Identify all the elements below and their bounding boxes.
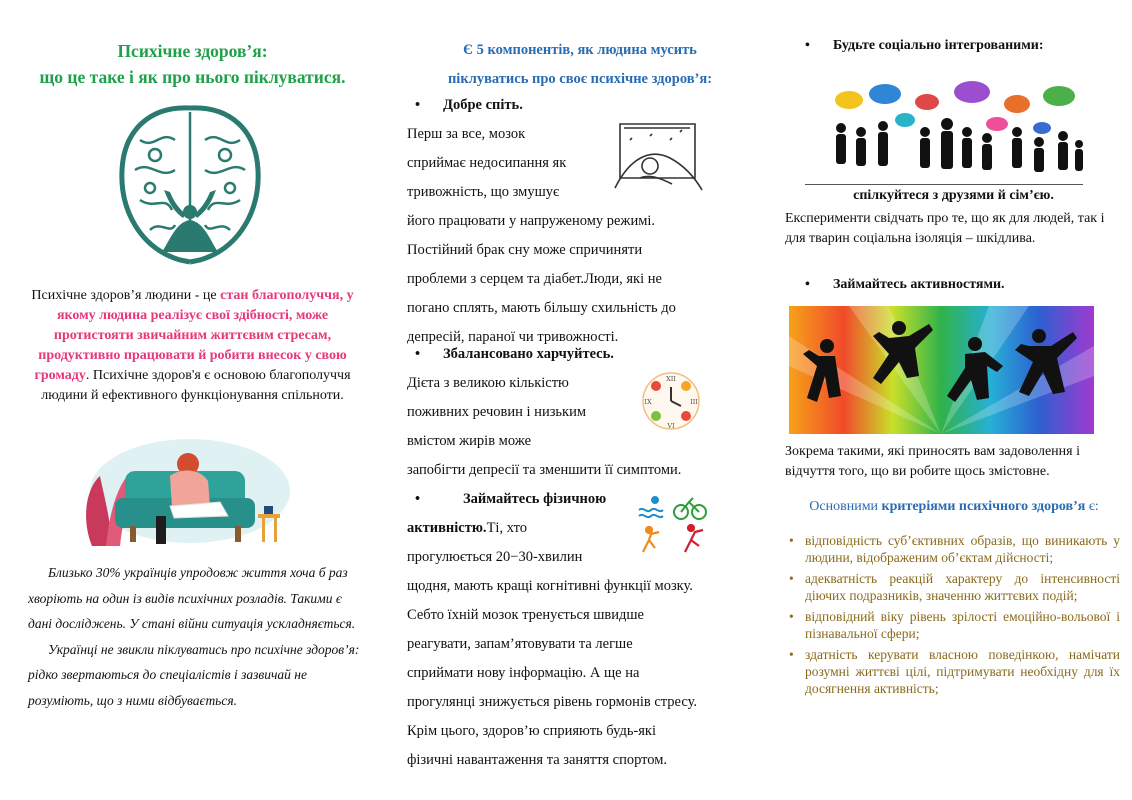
- bullet-icon: •: [415, 97, 421, 113]
- column-left: [0, 0, 385, 800]
- activities-heading: • Займайтесь активностями.: [805, 277, 1005, 292]
- svg-text:XII: XII: [666, 375, 676, 383]
- sad-woman-sofa-illustration: [70, 436, 315, 551]
- svg-text:VI: VI: [667, 422, 675, 430]
- list-item: • адекватність реакцій характеру до інтенсивності діючих подразників, значенню життєвих подій;: [789, 571, 1120, 603]
- bullet-icon: •: [789, 533, 794, 548]
- statistics-text: Близько 30% українців упродовж життя хоча б раз хворіють на один із видів психічних розладів. Такими є дані досліджень. У стані війни ситуація ускладняється. Українці не звикли піклуватись про психічне здоров’я: рідко звертаються до спеціалістів і зазвичай не розуміють, що з ними відбувається.: [28, 565, 360, 708]
- social-text: Експерименти свідчать про те, що як для людей, так і для тварин соціальна ізоляція – шкідлива.: [785, 211, 1105, 246]
- brain-tree-illustration: [110, 100, 270, 272]
- activity-text: активністю.Ті, хто прогулюється 20−30-хвилин щодня, мають кращі когнітивні функції мозку. Себто їхній мозок тренується швидше реагувати, запам’ятовувати та легше сприймати нову інформацію. А ще на прогулянці знижується рівень гормонів стресу. Крім цього, здоров’ю сприяють будь-які фізичні навантаження та заняття спортом.: [407, 520, 698, 768]
- mental-health-definition: Психічне здоров’я людини - це стан благополуччя, у якому людина реалізує свої здібності, може протистояти звичайним життєвим стресам, продуктивно працювати й робити внесок у свою громаду. Психічне здоров'я є основою благополуччя людини й ефективного функціонування спільноти.: [31, 288, 354, 403]
- column-middle: [385, 0, 775, 800]
- bullet-icon: •: [789, 609, 794, 624]
- food-clock-icon: [640, 370, 702, 432]
- sports-icons: [635, 490, 710, 555]
- bullet-icon: •: [415, 346, 421, 362]
- list-item: • відповідний віку рівень зрілості емоційно-вольової і пізнавальної сфери;: [789, 609, 1120, 641]
- sleep-heading: • Добре спіть.: [415, 91, 523, 120]
- criteria-title: Основними критеріями психічного здоров’я є:: [809, 499, 1099, 514]
- list-item: • відповідність суб’єктивних образів, що виникають у людини, відображеним об’єктам дійсності;: [789, 533, 1120, 565]
- food-text: Дієта з великою кількістю поживних речовин і низьким вмістом жирів може запобігти депресії та зменшити її симптоми.: [407, 375, 682, 478]
- brochure-title: Психічне здоров’я: що це таке і як про нього піклуватися.: [39, 41, 346, 87]
- bullet-icon: •: [789, 647, 794, 662]
- bullet-icon: •: [789, 571, 794, 586]
- divider: [805, 184, 1083, 185]
- bullet-icon: •: [805, 38, 810, 53]
- dancing-silhouettes-illustration: [789, 306, 1094, 434]
- criteria-list: [785, 532, 1120, 701]
- list-item: • здатність керувати власною поведінкою, намічати розумні життєві цілі, підтримувати необхідну для їх досягнення активність;: [789, 647, 1120, 696]
- food-heading: • Збалансовано харчуйтесь.: [415, 340, 614, 369]
- activity-heading: • Займайтесь фізичною: [415, 485, 606, 514]
- people-talking-illustration: [827, 80, 1087, 178]
- bullet-icon: •: [805, 277, 810, 292]
- bullet-icon: •: [415, 491, 421, 507]
- svg-text:IX: IX: [644, 398, 652, 406]
- social-heading: • Будьте соціально інтегрованими:: [805, 38, 1044, 53]
- sleeping-person-icon: [610, 118, 705, 196]
- sleep-text: Перш за все, мозок сприймає недосипання як тривожність, що змушує його працювати у напруженому режимі. Постійний брак сну може спричиняти проблеми з серцем та діабет.Люди, які не погано сплять, мають більшу схильність до депресій, параної чи тривожності.: [407, 126, 676, 345]
- definition-highlight: стан благополуччя, у якому людина реалізує свої здібності, може протистояти звичайним життєвим стресам, продуктивно працювати й робити внесок у свою громаду: [34, 288, 354, 383]
- components-title: Є 5 компонентів, як людина мусить піклуватись про своє психічне здоров’я:: [447, 42, 713, 87]
- social-subheading: спілкуйтеся з друзями й сім’єю.: [853, 188, 1054, 203]
- activities-text: Зокрема такими, які приносять вам задоволення і відчуття того, що ви робите щось змістовне.: [785, 444, 1080, 479]
- column-right: [775, 0, 1132, 800]
- svg-text:III: III: [690, 398, 698, 406]
